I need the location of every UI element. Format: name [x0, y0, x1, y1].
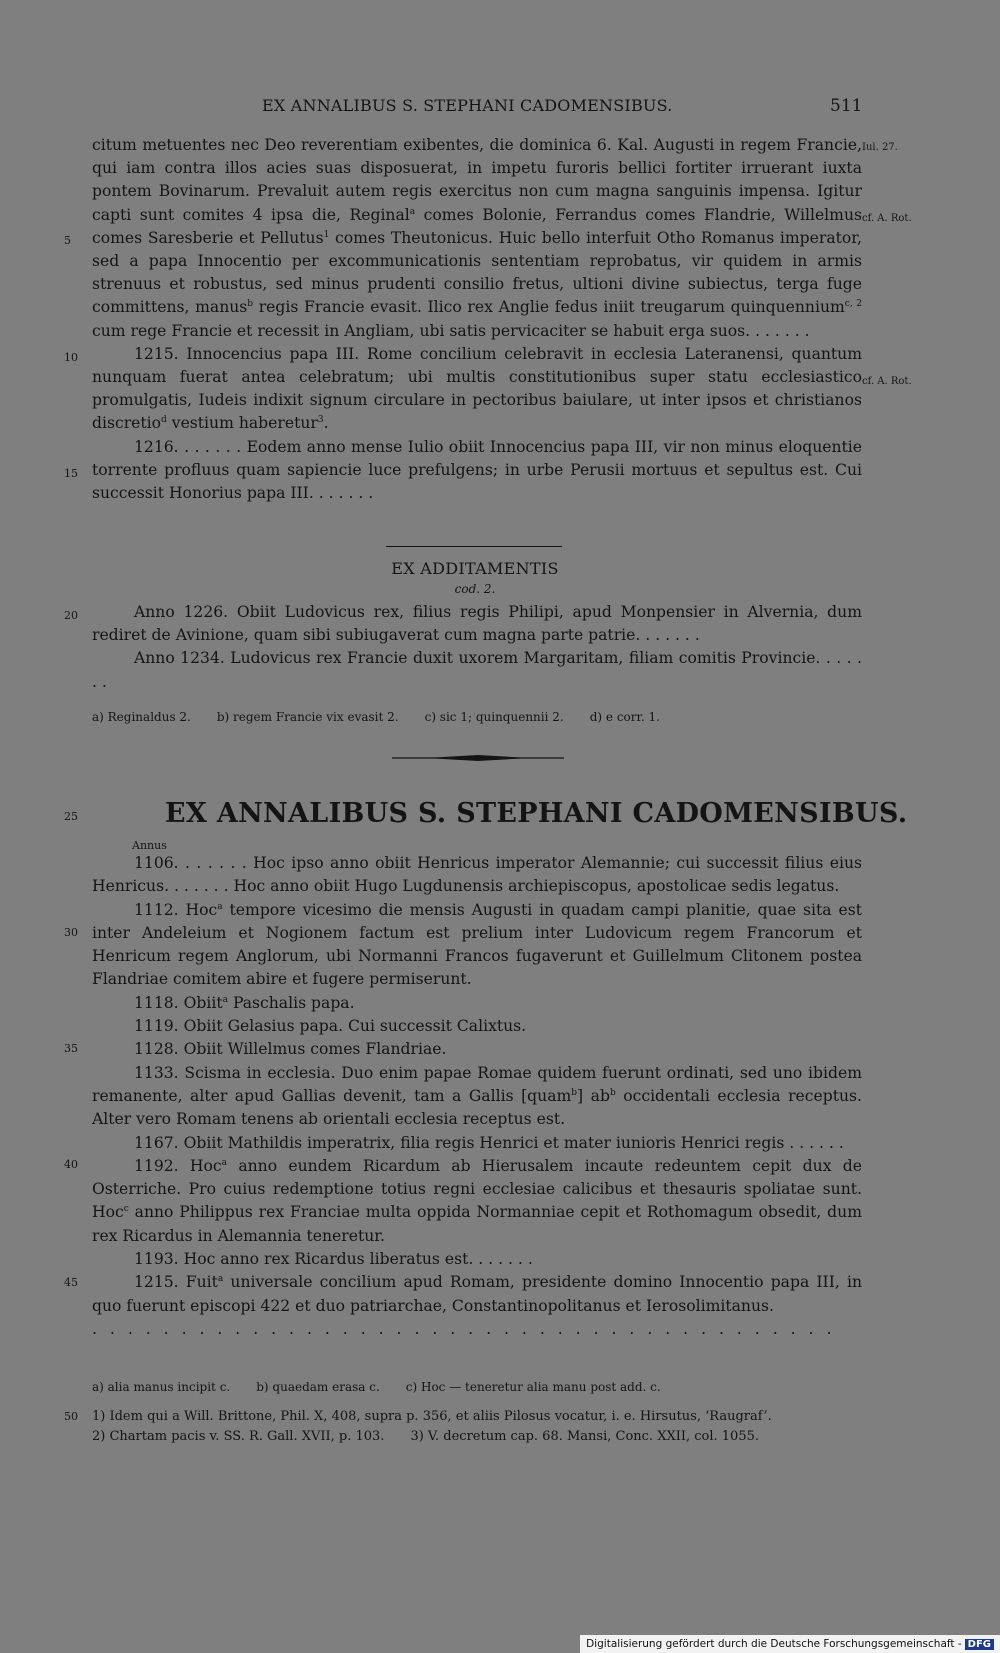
margin-note-date: Iul. 27. [862, 142, 898, 153]
footnote: a) Reginaldus 2. [92, 710, 191, 724]
paragraph-1215: 1215. Innocencius papa III. Rome concilium celebravit in ecclesia Lateranensi, quantum nunquam fuerat antea celebratum; ubi multis constitutionibus super statu ecclesiastico promulgatis, Iudeis indixit signum circulare in pectoribus baiulare, ut inter ipsos et christianos discretio$^d$ vestium haberetur$^3$. [92, 344, 862, 433]
entry-1215: 1215. Fuit$^a$ universale concilium apud Romam, presidente domino Innocentio papa III, in quo fuerunt episcopi 422 et duo patriarchae, Constantinopolitanus et Ierosolimitanus. [92, 1273, 862, 1315]
section2-body [92, 601, 862, 694]
footer-text: Digitalisierung gefördert durch die Deutsche Forschungsgemeinschaft - [586, 1638, 962, 1650]
line-number: 25 [64, 810, 78, 823]
line-number: 50 [64, 1410, 78, 1423]
entry-1192: 1192. Hoc$^a$ anno eundem Ricardum ab Hierusalem incaute redeuntem cepit dux de Osterriche. Pro cuius redemptione totius regni ecclesiae calicibus et thesauris spoliatae sunt. Hoc$^c$ anno Philippus rex Franciae multa oppida Normanniae cepit et Rothomagum obsedit, dum rex Ricardus in Alemannia teneretur. [92, 1156, 862, 1245]
footnote: b) quaedam erasa c. [256, 1380, 380, 1394]
paragraph-bovines: citum metuentes nec Deo reverentiam exibentes, die dominica 6. Kal. Augusti in regem Francie, qui iam contra illos acies suas disposuerat, in impetu furoris bellici fortiter irruerant iuxta pontem Bovinarum. Prevaluit autem regis exercitus non cum magna sanguinis impensa. Igitur capti sunt comites 4 ipsa die, Reginal$^a$ comes Bolonie, Ferrandus comes Flandrie, Willelmus comes Saresberie et Pellutus$^1$ comes Theutonicus. Huic bello interfuit Otho Romanus imperator, sed a papa Innocentio per excommunicationis sententiam reprobatus, vir quidem in armis strenuus et robustus, sed minus prudenti consilio fretus, ultioni divine subiectus, terga fuge committens, manus$^b$ regis Francie evasit. Ilico rex Anglie fedus iniit treugarum quinquennium$^{c, 2}$ cum rege Francie et recessit in Angliam, ubi satis pervicaciter se habuit erga suos. . . . . . . [92, 136, 862, 340]
page-number: 511 [830, 96, 863, 116]
dfg-logo: DFG [965, 1639, 994, 1650]
section2-footnotes [92, 709, 862, 726]
line-number: 15 [64, 467, 78, 480]
margin-note-ref: cf. A. Rot. [862, 376, 912, 387]
section3-footnotes [92, 1379, 862, 1396]
section-heading-additamenta: EX ADDITAMENTIS [391, 559, 559, 578]
footnote: d) e corr. 1. [589, 710, 660, 724]
main-title: EX ANNALIBUS S. STEPHANI CADOMENSIBUS. [165, 798, 908, 829]
section3-body [92, 852, 862, 1341]
footnote: c) sic 1; quinquennii 2. [424, 710, 564, 724]
line-number: 45 [64, 1276, 78, 1289]
paragraph-1234: Anno 1234. Ludovicus rex Francie duxit uxorem Margaritam, filiam comitis Provincie. . . . . . . [92, 649, 862, 691]
paragraph-1216: 1216. . . . . . . Eodem anno mense Iulio obiit Innocencius papa III, vir non minus eloquentie torrente profluus quam sapiencie luce prefulgens; in urbe Perusii mortuus et sepultus est. Cui successit Honorius papa III. . . . . . . [92, 437, 862, 503]
footnote: a) alia manus incipit c. [92, 1380, 231, 1394]
entry-1118: 1118. Obiit$^a$ Paschalis papa. [134, 993, 355, 1012]
line-number: 20 [64, 609, 78, 622]
section1-body [92, 134, 862, 505]
entry-1167: 1167. Obiit Mathildis imperatrix, filia regis Henrici et mater iunioris Henrici regis . . . . . . [134, 1133, 844, 1152]
running-header-title: EX ANNALIBUS S. STEPHANI CADOMENSIBUS. [262, 96, 673, 115]
entry-1128: 1128. Obiit Willelmus comes Flandriae. [134, 1040, 447, 1059]
entry-1133: 1133. Scisma in ecclesia. Duo enim papae Romae quidem fuerunt ordinati, sed uno ibidem remanente, alter apud Gallias devenit, tam a Gallis [quam$^b$] $ab^b$ occidentali ecclesia receptus. Alter vero Romam tenens ab orientali ecclesia receptus est. [92, 1063, 862, 1129]
ornamental-rule [392, 754, 564, 762]
ellipsis-line: . . . . . . . . . . . . . . . . . . . . . . . . . . . . . . . . . . . . . . . . . . [92, 1319, 836, 1338]
entry-1106: 1106. . . . . . . Hoc ipso anno obiit Henricus imperator Alemannie; cui successit filius eius Henricus. . . . . . . Hoc anno obiit Hugo Lugdunensis archiepiscopus, apostolicae sedis legatus. [92, 854, 862, 896]
entry-1119: 1119. Obiit Gelasius papa. Cui successit Calixtus. [134, 1017, 527, 1036]
margin-note-ref: cf. A. Rot. [862, 213, 912, 224]
footer-stamp [580, 1635, 1000, 1653]
line-number: 5 [64, 234, 71, 247]
paragraph-1226: Anno 1226. Obiit Ludovicus rex, filius regis Philipi, apud Monpensier in Alvernia, dum rediret de Avinione, quam sibi subiugaverat cum magna parte patrie. . . . . . . [92, 603, 862, 645]
annus-label: Annus [132, 839, 167, 852]
endnote: 1) Idem qui a Will. Brittone, Phil. X, 408, supra p. 356, et aliis Pilosus vocatur, i. e. Hirsutus, ‘Raugraf’. [92, 1409, 772, 1424]
separator-line [386, 546, 562, 547]
line-number: 10 [64, 351, 78, 364]
line-number: 30 [64, 926, 78, 939]
entry-1193: 1193. Hoc anno rex Ricardus liberatus est. . . . . . . [134, 1250, 533, 1269]
line-number: 40 [64, 1158, 78, 1171]
endnotes [92, 1407, 862, 1447]
line-number: 35 [64, 1042, 78, 1055]
endnote-line: 2) Chartam pacis v. SS. R. Gall. XVII, p. 103. 3) V. decretum cap. 68. Mansi, Conc. XXII, col. 1055. [92, 1429, 759, 1444]
footnote: c) Hoc — teneretur alia manu post add. c. [405, 1380, 661, 1394]
section-subheading: cod. 2. [454, 582, 496, 596]
entry-1112: 1112. Hoc$^a$ tempore vicesimo die mensis Augusti in quadam campi planitie, quae sita est inter Andeleium et Nogionem factum est prelium inter Ludovicum regem Francorum et Henricum regem Anglorum, ubi Normanni Francos fugaverunt et Guillelmum Clitonem postea Flandriae comitem abire et fugere permiserunt. [92, 900, 862, 989]
footnote: b) regem Francie vix evasit 2. [216, 710, 399, 724]
